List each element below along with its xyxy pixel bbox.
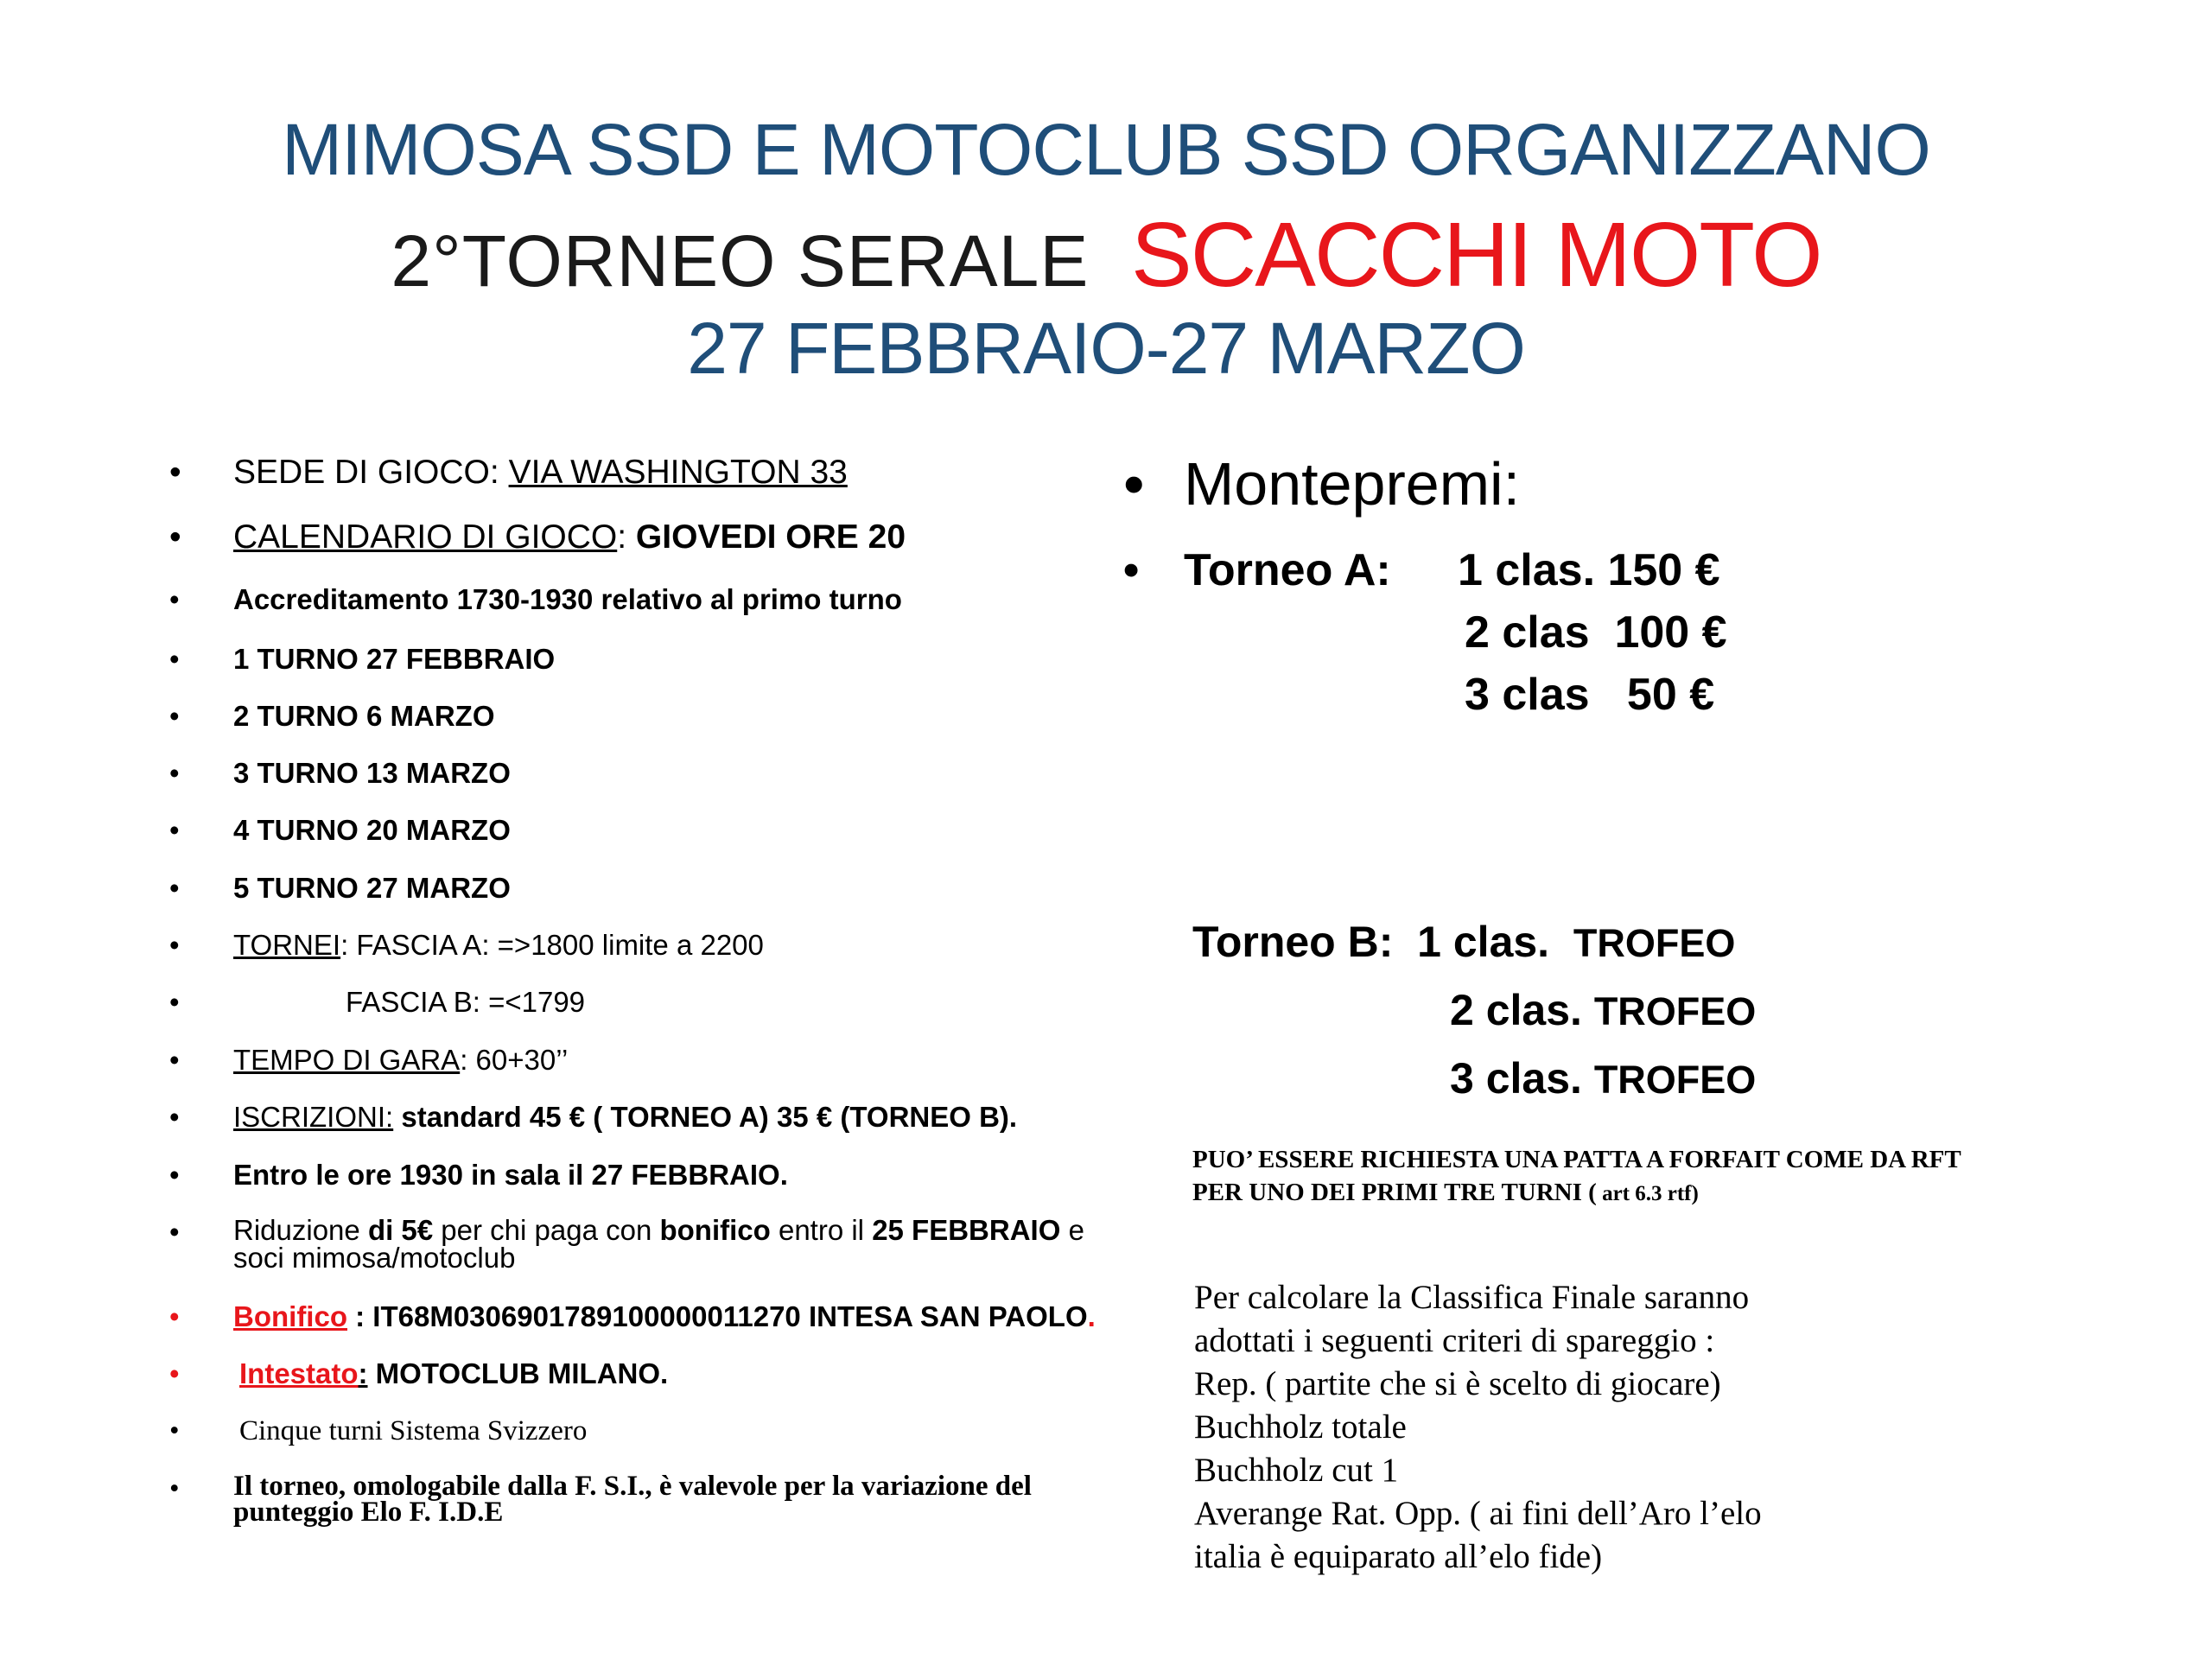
tornei-fascia-b: FASCIA B: =<1799 — [346, 986, 586, 1018]
criteria-line: Buchholz totale — [1194, 1408, 1407, 1446]
tempo-value: : 60+30’’ — [460, 1044, 569, 1076]
bullet: • — [169, 1415, 180, 1446]
title-dates: 27 FEBBRAIO-27 MARZO — [687, 308, 1525, 389]
bullet: • — [169, 986, 180, 1018]
torneo-a-heading — [1123, 544, 1391, 596]
title-tournament-highlight: SCACCHI MOTO — [1131, 204, 1821, 306]
criteria-line: adottati i seguenti criteri di spareggio : — [1194, 1322, 1715, 1359]
bullet: • — [1123, 545, 1140, 595]
iscrizioni-label: ISCRIZIONI: — [233, 1101, 394, 1133]
bullet: • — [169, 1044, 180, 1076]
title-tournament — [0, 203, 2212, 308]
turno-text: 3 TURNO 13 MARZO — [233, 757, 511, 789]
torneo-a-label: Torneo A: — [1184, 545, 1391, 595]
calendario-label: CALENDARIO DI GIOCO — [233, 518, 618, 556]
torneo-b-place: 3 clas. — [1450, 1054, 1582, 1103]
omologabile-text: Il torneo, omologabile dalla F. S.I., è valevole per la variazione del punteggio Elo F. I.D.E — [233, 1471, 1032, 1528]
cinque-text: Cinque turni Sistema Svizzero — [239, 1415, 588, 1446]
bullet: • — [169, 643, 180, 675]
bonifico-label: Bonifico — [233, 1300, 347, 1332]
tempo-label: TEMPO DI GARA — [233, 1044, 461, 1076]
bullet: • — [169, 929, 180, 961]
turno-text: 1 TURNO 27 FEBBRAIO — [233, 643, 556, 675]
bullet: • — [169, 454, 181, 491]
criteria-line: Averange Rat. Opp. ( ai fini dell’Aro l’elo — [1194, 1495, 1762, 1532]
intestato-value: MOTOCLUB MILANO. — [367, 1357, 669, 1389]
bullet: • — [169, 1473, 180, 1504]
bullet: • — [169, 1101, 180, 1133]
entro-text: Entro le ore 1930 in sala il 27 FEBBRAIO. — [233, 1159, 788, 1191]
tiebreak-criteria — [1194, 1276, 1937, 1579]
calendario-sep: : — [617, 518, 627, 556]
montepremi-label: Montepremi: — [1184, 450, 1521, 518]
turno-text: 4 TURNO 20 MARZO — [233, 814, 511, 846]
bullet: • — [169, 1300, 180, 1332]
patta-text: PUO’ ESSERE RICHIESTA UNA PATTA A FORFAIT COME DA RFT PER UNO DEI PRIMI TRE TURNI ( — [1192, 1146, 1961, 1206]
iscrizioni-value: standard 45 € ( TORNEO A) 35 € (TORNEO B). — [393, 1101, 1018, 1133]
bullet: • — [169, 757, 180, 789]
turno-text: 2 TURNO 6 MARZO — [233, 700, 495, 732]
bullet: • — [169, 1216, 180, 1248]
intestato-label: Intestato — [239, 1357, 359, 1389]
sede-value: VIA WASHINGTON 33 — [508, 454, 848, 491]
torneo-b-row — [1450, 985, 1756, 1035]
torneo-a-prize: 3 clas 50 € — [1465, 670, 1715, 720]
torneo-b-place: 2 clas. — [1450, 986, 1582, 1034]
torneo-b-place: 1 clas. — [1417, 918, 1550, 966]
intestato-colon: : — [358, 1357, 368, 1389]
patta-ref: art 6.3 rtf) — [1596, 1182, 1699, 1205]
title-tournament-prefix: 2°TORNEO SERALE — [391, 220, 1090, 302]
bullet: • — [169, 1357, 180, 1389]
bullet: • — [169, 700, 180, 732]
calendario-value: GIOVEDI ORE 20 — [635, 518, 906, 556]
torneo-a-prize: 2 clas 100 € — [1465, 607, 1727, 658]
criteria-line: Rep. ( partite che si è scelto di giocare) — [1194, 1365, 1721, 1402]
sede-label: SEDE DI GIOCO: — [233, 454, 499, 491]
montepremi-heading — [1123, 449, 1520, 518]
accreditamento-text: Accreditamento 1730-1930 relativo al primo turno — [233, 583, 902, 615]
tornei-label: TORNEI — [233, 929, 341, 961]
torneo-b-label: Torneo B: — [1192, 918, 1394, 966]
bonifico-value: : IT68M0306901789100000011270 INTESA SAN PAOLO — [346, 1300, 1088, 1332]
patta-note — [1192, 1143, 1970, 1211]
torneo-b-row — [1192, 917, 1735, 967]
bullet: • — [169, 1159, 180, 1191]
title-organizers: MIMOSA SSD E MOTOCLUB SSD ORGANIZZANO — [282, 109, 1930, 190]
torneo-a-prize: 1 clas. 150 € — [1458, 545, 1720, 595]
bullet: • — [169, 872, 180, 904]
torneo-b-prize: TROFEO — [1593, 1058, 1757, 1102]
turno-text: 5 TURNO 27 MARZO — [233, 872, 511, 904]
bullet: • — [1123, 450, 1145, 518]
tornei-fascia-a: : FASCIA A: =>1800 limite a 2200 — [340, 929, 764, 961]
torneo-b-prize: TROFEO — [1593, 989, 1757, 1033]
riduzione-text: Riduzione di 5€ per chi paga con bonifico entro il 25 FEBBRAIO e soci mimosa/motoclub — [233, 1214, 1084, 1274]
bonifico-dot: . — [1087, 1300, 1096, 1332]
criteria-line: Per calcolare la Classifica Finale saranno — [1194, 1279, 1750, 1316]
bullet: • — [169, 583, 180, 615]
criteria-line: italia è equiparato all’elo fide) — [1194, 1538, 1603, 1575]
bullet: • — [169, 814, 180, 846]
torneo-b-prize: TROFEO — [1573, 921, 1736, 965]
bullet: • — [169, 518, 181, 556]
criteria-line: Buchholz cut 1 — [1194, 1452, 1399, 1489]
torneo-b-row — [1450, 1053, 1756, 1103]
